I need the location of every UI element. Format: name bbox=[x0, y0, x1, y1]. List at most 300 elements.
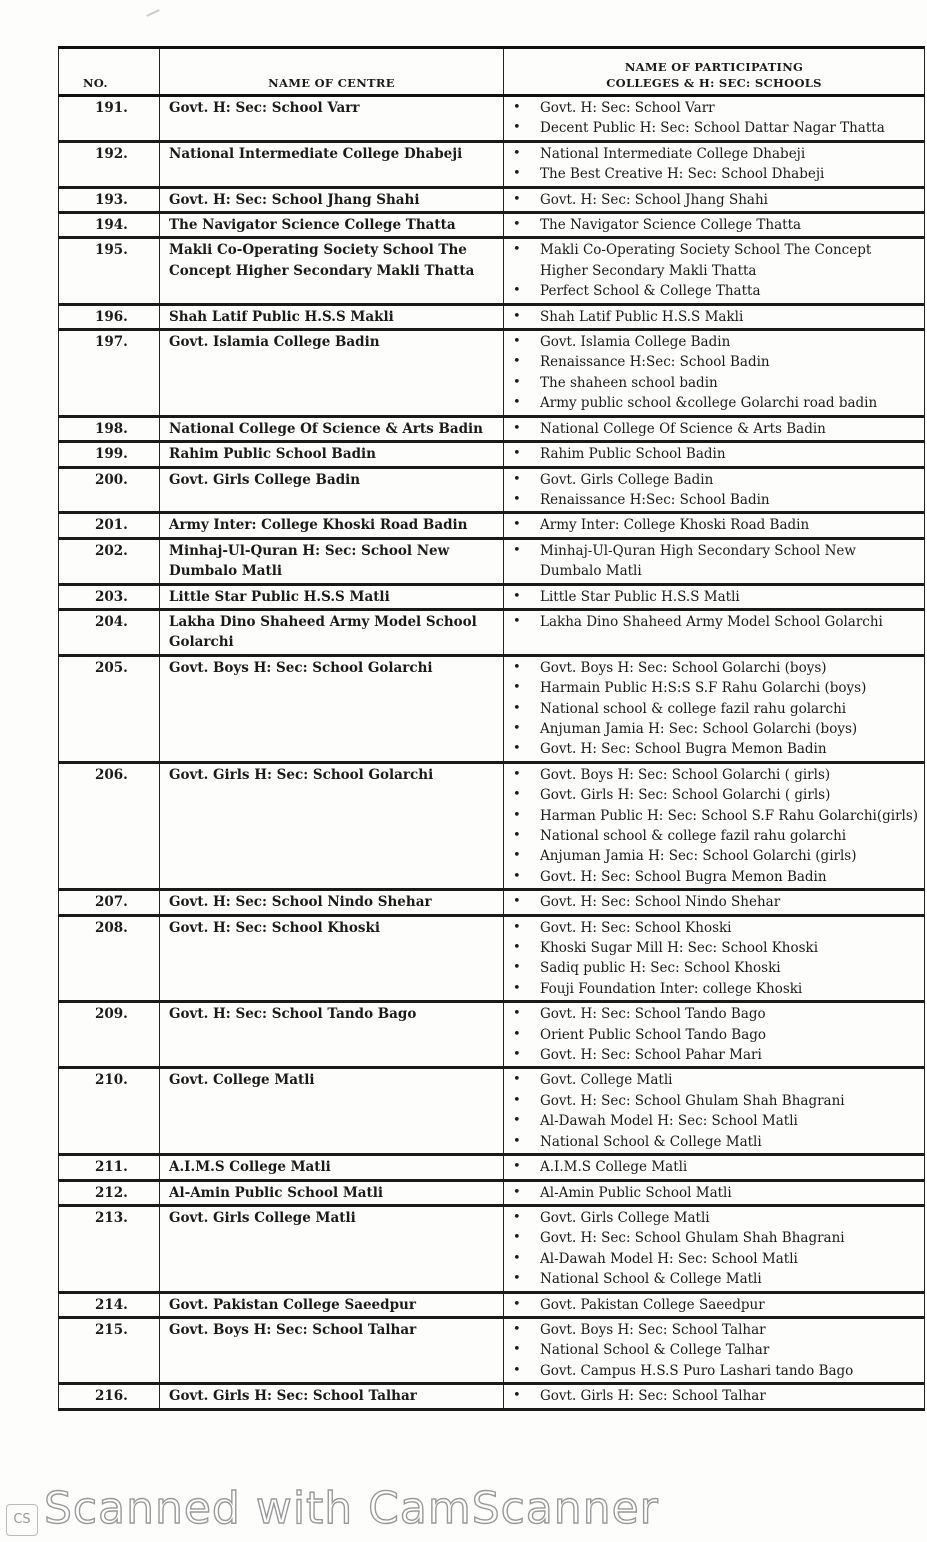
header-sno: NO. bbox=[59, 48, 160, 96]
college-list bbox=[510, 541, 920, 582]
list-item bbox=[510, 739, 920, 759]
table-row bbox=[59, 609, 925, 655]
bullet-icon: • bbox=[513, 1072, 521, 1088]
bullet-icon: • bbox=[513, 542, 521, 558]
college-list bbox=[510, 98, 920, 139]
table-row bbox=[59, 467, 925, 513]
row-colleges bbox=[504, 96, 925, 142]
bullet-icon: • bbox=[513, 741, 521, 757]
college-list bbox=[510, 1004, 920, 1065]
college-list bbox=[510, 515, 920, 535]
college-list bbox=[510, 1070, 920, 1152]
bullet-icon: • bbox=[513, 1026, 521, 1042]
college-name: The shaheen school badin bbox=[540, 374, 718, 391]
row-sno: 195. bbox=[59, 238, 160, 304]
college-list bbox=[510, 1157, 920, 1177]
row-sno: 191. bbox=[59, 96, 160, 142]
list-item bbox=[510, 281, 920, 301]
bullet-icon: • bbox=[513, 446, 521, 462]
college-name: Renaissance H:Sec: School Badin bbox=[540, 354, 770, 371]
college-list bbox=[510, 144, 920, 185]
table-row bbox=[59, 513, 925, 538]
list-item bbox=[510, 918, 920, 938]
bullet-icon: • bbox=[513, 828, 521, 843]
bullet-icon: • bbox=[513, 787, 521, 803]
bullet-icon: • bbox=[513, 1296, 521, 1312]
row-colleges bbox=[504, 304, 925, 329]
row-colleges bbox=[504, 442, 925, 467]
college-name: National school & college fazil rahu golarchi bbox=[540, 828, 847, 844]
bullet-icon: • bbox=[513, 517, 521, 533]
row-centre-name: National College Of Science & Arts Badin bbox=[160, 416, 504, 441]
table-row bbox=[59, 1384, 925, 1409]
college-name: Little Star Public H.S.S Matli bbox=[540, 588, 740, 605]
list-item bbox=[510, 1157, 920, 1177]
row-centre-name: Govt. H: Sec: School Khoski bbox=[160, 915, 504, 1002]
row-sno: 209. bbox=[59, 1002, 160, 1068]
bullet-icon: • bbox=[513, 100, 521, 115]
row-sno: 211. bbox=[59, 1155, 160, 1180]
list-item bbox=[510, 1249, 920, 1269]
row-colleges bbox=[504, 1002, 925, 1068]
college-name: Govt. H: Sec: School Ghulam Shah Bhagrani bbox=[540, 1230, 845, 1247]
bullet-icon: • bbox=[513, 807, 521, 823]
college-list bbox=[510, 215, 920, 235]
college-name: Renaissance H:Sec: School Badin bbox=[540, 491, 770, 508]
bullet-icon: • bbox=[513, 868, 521, 884]
row-colleges bbox=[504, 513, 925, 538]
row-centre-name: Minhaj-Ul-Quran H: Sec: School New Dumbalo Matli bbox=[160, 538, 504, 584]
list-item bbox=[510, 1183, 920, 1203]
row-sno: 204. bbox=[59, 609, 160, 655]
row-centre-name: Little Star Public H.S.S Matli bbox=[160, 584, 504, 609]
college-name: Govt. H: Sec: School Jhang Shahi bbox=[540, 191, 768, 208]
row-sno: 192. bbox=[59, 141, 160, 187]
college-name: Makli Co-Operating Society School The Concept Higher Secondary Makli Thatta bbox=[540, 242, 872, 279]
row-sno: 210. bbox=[59, 1068, 160, 1155]
bullet-icon: • bbox=[513, 720, 521, 736]
bullet-icon: • bbox=[513, 166, 521, 182]
row-colleges bbox=[504, 890, 925, 915]
college-list bbox=[510, 419, 920, 439]
bullet-icon: • bbox=[513, 1230, 521, 1246]
college-name: Rahim Public School Badin bbox=[540, 446, 726, 463]
list-item bbox=[510, 393, 920, 413]
row-sno: 212. bbox=[59, 1180, 160, 1205]
list-item bbox=[510, 332, 920, 352]
bullet-icon: • bbox=[513, 1047, 521, 1063]
table-row bbox=[59, 1180, 925, 1205]
list-item bbox=[510, 719, 920, 739]
row-colleges bbox=[504, 416, 925, 441]
college-name: Govt. Islamia College Badin bbox=[540, 334, 731, 351]
table-row bbox=[59, 141, 925, 187]
bullet-icon: • bbox=[513, 700, 521, 716]
table-header-row bbox=[59, 48, 925, 96]
row-sno: 205. bbox=[59, 655, 160, 762]
row-colleges bbox=[504, 538, 925, 584]
table-body bbox=[59, 96, 925, 1410]
college-list bbox=[510, 918, 920, 1000]
table-row bbox=[59, 1292, 925, 1317]
camscanner-logo: CS bbox=[6, 1504, 38, 1536]
row-centre-name: Govt. H: Sec: School Varr bbox=[160, 96, 504, 142]
row-centre-name: Army Inter: College Khoski Road Badin bbox=[160, 513, 504, 538]
bullet-icon: • bbox=[513, 217, 521, 233]
list-item bbox=[510, 1386, 920, 1406]
table-row bbox=[59, 1002, 925, 1068]
bullet-icon: • bbox=[513, 1092, 521, 1108]
row-sno: 203. bbox=[59, 584, 160, 609]
list-item bbox=[510, 678, 920, 698]
row-colleges bbox=[504, 1292, 925, 1317]
college-name: Harman Public H: Sec: School S.F Rahu Golarchi(girls) bbox=[540, 807, 919, 824]
row-colleges bbox=[504, 1180, 925, 1205]
bullet-icon: • bbox=[513, 1321, 521, 1337]
row-centre-name: Govt. Islamia College Badin bbox=[160, 330, 504, 417]
row-colleges bbox=[504, 655, 925, 762]
list-item bbox=[510, 1004, 920, 1024]
exam-centres-table bbox=[58, 46, 925, 1411]
row-centre-name: Shah Latif Public H.S.S Makli bbox=[160, 304, 504, 329]
table-row bbox=[59, 915, 925, 1002]
college-name: National School & College Talhar bbox=[540, 1342, 770, 1359]
bullet-icon: • bbox=[513, 1184, 521, 1200]
table-row bbox=[59, 1155, 925, 1180]
table-row bbox=[59, 416, 925, 441]
college-name: Decent Public H: Sec: School Dattar Nagar Thatta bbox=[540, 120, 885, 137]
list-item bbox=[510, 307, 920, 327]
college-name: Army Inter: College Khoski Road Badin bbox=[540, 517, 810, 534]
college-name: Govt. H: Sec: School Nindo Shehar bbox=[540, 894, 781, 911]
list-item bbox=[510, 1361, 920, 1381]
college-list bbox=[510, 1295, 920, 1315]
bullet-icon: • bbox=[513, 1271, 521, 1287]
college-list bbox=[510, 1386, 920, 1406]
list-item bbox=[510, 419, 920, 439]
list-item bbox=[510, 1025, 920, 1045]
bullet-icon: • bbox=[513, 1362, 521, 1378]
college-name: National College Of Science & Arts Badin bbox=[540, 420, 826, 437]
list-item bbox=[510, 118, 920, 138]
list-item bbox=[510, 1091, 920, 1111]
header-centre: NAME OF CENTRE bbox=[160, 48, 504, 96]
list-item bbox=[510, 515, 920, 535]
list-item bbox=[510, 98, 920, 118]
college-list bbox=[510, 765, 920, 887]
row-sno: 197. bbox=[59, 330, 160, 417]
row-colleges bbox=[504, 609, 925, 655]
list-item bbox=[510, 1208, 920, 1228]
row-colleges bbox=[504, 330, 925, 417]
bullet-icon: • bbox=[513, 894, 521, 910]
college-name: Minhaj-Ul-Quran High Secondary School New Dumbalo Matli bbox=[540, 542, 856, 580]
college-name: Al-Dawah Model H: Sec: School Matli bbox=[540, 1250, 798, 1267]
row-centre-name: Al-Amin Public School Matli bbox=[160, 1180, 504, 1205]
college-name: Lakha Dino Shaheed Army Model School Golarchi bbox=[540, 613, 883, 630]
row-sno: 208. bbox=[59, 915, 160, 1002]
list-item bbox=[510, 164, 920, 184]
list-item bbox=[510, 352, 920, 372]
row-sno: 213. bbox=[59, 1205, 160, 1292]
list-item bbox=[510, 806, 920, 826]
college-name: Govt. H: Sec: School Bugra Memon Badin bbox=[540, 868, 827, 885]
row-centre-name: Govt. H: Sec: School Nindo Shehar bbox=[160, 890, 504, 915]
row-sno: 215. bbox=[59, 1317, 160, 1383]
college-name: Al-Dawah Model H: Sec: School Matli bbox=[540, 1113, 798, 1130]
bullet-icon: • bbox=[513, 374, 521, 390]
college-name: Harmain Public H:S:S S.F Rahu Golarchi (boys) bbox=[540, 680, 867, 697]
college-list bbox=[510, 190, 920, 210]
row-centre-name: Govt. Girls H: Sec: School Talhar bbox=[160, 1384, 504, 1409]
row-colleges bbox=[504, 213, 925, 238]
row-sno: 196. bbox=[59, 304, 160, 329]
list-item bbox=[510, 1111, 920, 1131]
row-centre-name: Makli Co-Operating Society School The Concept Higher Secondary Makli Thatta bbox=[160, 238, 504, 304]
row-centre-name: Govt. Girls College Badin bbox=[160, 467, 504, 513]
college-name: Govt. College Matli bbox=[540, 1072, 673, 1089]
row-colleges bbox=[504, 1317, 925, 1383]
college-list bbox=[510, 470, 920, 511]
row-centre-name: National Intermediate College Dhabeji bbox=[160, 141, 504, 187]
row-colleges bbox=[504, 762, 925, 889]
table-row bbox=[59, 1068, 925, 1155]
row-centre-name: Govt. H: Sec: School Jhang Shahi bbox=[160, 187, 504, 212]
scan-speck bbox=[146, 9, 160, 17]
college-name: National School & College Matli bbox=[540, 1133, 762, 1150]
list-item bbox=[510, 765, 920, 785]
header-colleges-line2: COLLEGES & H: SEC: SCHOOLS bbox=[606, 76, 822, 90]
row-centre-name: Govt. College Matli bbox=[160, 1068, 504, 1155]
bullet-icon: • bbox=[513, 848, 521, 864]
bullet-icon: • bbox=[513, 191, 521, 207]
college-list bbox=[510, 444, 920, 464]
college-name: Govt. H: Sec: School Ghulam Shah Bhagrani bbox=[540, 1092, 845, 1109]
college-name: The Best Creative H: Sec: School Dhabeji bbox=[540, 166, 825, 183]
row-sno: 216. bbox=[59, 1384, 160, 1409]
row-colleges bbox=[504, 915, 925, 1002]
table-row bbox=[59, 762, 925, 889]
list-item bbox=[510, 826, 920, 846]
table-row bbox=[59, 213, 925, 238]
row-centre-name: Rahim Public School Badin bbox=[160, 442, 504, 467]
table-row bbox=[59, 304, 925, 329]
row-centre-name: Govt. Pakistan College Saeedpur bbox=[160, 1292, 504, 1317]
row-sno: 214. bbox=[59, 1292, 160, 1317]
row-centre-name: Govt. Boys H: Sec: School Golarchi bbox=[160, 655, 504, 762]
row-sno: 207. bbox=[59, 890, 160, 915]
college-name: Govt. Pakistan College Saeedpur bbox=[540, 1296, 765, 1313]
row-centre-name: The Navigator Science College Thatta bbox=[160, 213, 504, 238]
list-item bbox=[510, 892, 920, 912]
bullet-icon: • bbox=[513, 960, 521, 976]
row-colleges bbox=[504, 1205, 925, 1292]
list-item bbox=[510, 1045, 920, 1065]
list-item bbox=[510, 867, 920, 887]
row-centre-name: Govt. Girls H: Sec: School Golarchi bbox=[160, 762, 504, 889]
list-item bbox=[510, 190, 920, 210]
row-centre-name: A.I.M.S College Matli bbox=[160, 1155, 504, 1180]
table-row bbox=[59, 584, 925, 609]
list-item bbox=[510, 785, 920, 805]
college-name: National school & college fazil rahu golarchi bbox=[540, 700, 847, 717]
college-name: Govt. Girls H: Sec: School Golarchi ( girls) bbox=[540, 787, 831, 804]
list-item bbox=[510, 958, 920, 978]
college-name: National Intermediate College Dhabeji bbox=[540, 145, 806, 162]
bullet-icon: • bbox=[513, 283, 521, 299]
bullet-icon: • bbox=[513, 1133, 521, 1149]
list-item bbox=[510, 541, 920, 582]
list-item bbox=[510, 1070, 920, 1090]
bullet-icon: • bbox=[513, 1006, 521, 1022]
list-item bbox=[510, 490, 920, 510]
bullet-icon: • bbox=[513, 1113, 521, 1129]
bullet-icon: • bbox=[513, 680, 521, 696]
college-name: Govt. Boys H: Sec: School Talhar bbox=[540, 1321, 766, 1338]
list-item bbox=[510, 938, 920, 958]
table-row bbox=[59, 442, 925, 467]
row-sno: 206. bbox=[59, 762, 160, 889]
bullet-icon: • bbox=[513, 145, 521, 161]
college-name: Govt. Girls H: Sec: School Talhar bbox=[540, 1388, 766, 1405]
bullet-icon: • bbox=[513, 1250, 521, 1266]
college-name: A.I.M.S College Matli bbox=[540, 1159, 688, 1176]
bullet-icon: • bbox=[513, 420, 521, 436]
row-colleges bbox=[504, 1068, 925, 1155]
college-name: Govt. H: Sec: School Tando Bago bbox=[540, 1006, 766, 1023]
row-colleges bbox=[504, 187, 925, 212]
bullet-icon: • bbox=[513, 613, 521, 629]
bullet-icon: • bbox=[513, 471, 521, 487]
table-row bbox=[59, 538, 925, 584]
row-sno: 198. bbox=[59, 416, 160, 441]
row-sno: 200. bbox=[59, 467, 160, 513]
list-item bbox=[510, 144, 920, 164]
college-list bbox=[510, 587, 920, 607]
college-list bbox=[510, 658, 920, 760]
college-name: Govt. Girls College Badin bbox=[540, 471, 714, 488]
bullet-icon: • bbox=[513, 395, 521, 411]
list-item bbox=[510, 587, 920, 607]
row-sno: 199. bbox=[59, 442, 160, 467]
row-sno: 202. bbox=[59, 538, 160, 584]
college-list bbox=[510, 612, 920, 632]
college-name: Fouji Foundation Inter: college Khoski bbox=[540, 980, 803, 997]
list-item bbox=[510, 1320, 920, 1340]
bullet-icon: • bbox=[513, 588, 521, 604]
college-name: Govt. Girls College Matli bbox=[540, 1209, 710, 1226]
list-item bbox=[510, 373, 920, 393]
bullet-icon: • bbox=[513, 354, 521, 370]
bullet-icon: • bbox=[513, 334, 521, 350]
list-item bbox=[510, 215, 920, 235]
list-item bbox=[510, 240, 920, 281]
college-list bbox=[510, 240, 920, 301]
college-name: Govt. H: Sec: School Pahar Mari bbox=[540, 1047, 762, 1064]
row-colleges bbox=[504, 467, 925, 513]
row-colleges bbox=[504, 1155, 925, 1180]
table-row bbox=[59, 890, 925, 915]
college-name: Al-Amin Public School Matli bbox=[540, 1184, 732, 1201]
table-row bbox=[59, 96, 925, 142]
list-item bbox=[510, 470, 920, 490]
college-name: Govt. Boys H: Sec: School Golarchi (boys) bbox=[540, 659, 827, 676]
college-name: Govt. Boys H: Sec: School Golarchi ( girls) bbox=[540, 766, 831, 783]
college-name: Shah Latif Public H.S.S Makli bbox=[540, 308, 744, 325]
list-item bbox=[510, 1132, 920, 1152]
college-list bbox=[510, 332, 920, 414]
bullet-icon: • bbox=[513, 766, 521, 782]
header-colleges bbox=[504, 48, 925, 96]
college-name: Anjuman Jamia H: Sec: School Golarchi (girls) bbox=[540, 848, 857, 865]
bullet-icon: • bbox=[513, 919, 521, 935]
row-sno: 194. bbox=[59, 213, 160, 238]
college-name: Anjuman Jamia H: Sec: School Golarchi (boys) bbox=[540, 720, 858, 737]
list-item bbox=[510, 658, 920, 678]
college-name: The Navigator Science College Thatta bbox=[540, 217, 802, 234]
college-name: Perfect School & College Thatta bbox=[540, 283, 761, 300]
row-centre-name: Govt. H: Sec: School Tando Bago bbox=[160, 1002, 504, 1068]
bullet-icon: • bbox=[513, 940, 521, 956]
table-row bbox=[59, 238, 925, 304]
row-sno: 201. bbox=[59, 513, 160, 538]
bullet-icon: • bbox=[513, 120, 521, 136]
list-item bbox=[510, 699, 920, 719]
list-item bbox=[510, 1269, 920, 1289]
bullet-icon: • bbox=[513, 1209, 521, 1225]
row-sno: 193. bbox=[59, 187, 160, 212]
table-row bbox=[59, 655, 925, 762]
college-name: Govt. H: Sec: School Bugra Memon Badin bbox=[540, 741, 827, 758]
list-item bbox=[510, 846, 920, 866]
bullet-icon: • bbox=[513, 1388, 521, 1404]
college-name: Govt. H: Sec: School Khoski bbox=[540, 919, 732, 936]
row-colleges bbox=[504, 584, 925, 609]
bullet-icon: • bbox=[513, 491, 521, 507]
college-name: Khoski Sugar Mill H: Sec: School Khoski bbox=[540, 940, 819, 957]
college-list bbox=[510, 1208, 920, 1290]
college-name: Orient Public School Tando Bago bbox=[540, 1026, 767, 1043]
college-list bbox=[510, 1320, 920, 1381]
college-list bbox=[510, 892, 920, 912]
college-list bbox=[510, 307, 920, 327]
college-list bbox=[510, 1183, 920, 1203]
list-item bbox=[510, 444, 920, 464]
row-colleges bbox=[504, 141, 925, 187]
list-item bbox=[510, 1340, 920, 1360]
list-item bbox=[510, 612, 920, 632]
row-colleges bbox=[504, 238, 925, 304]
college-name: Govt. H: Sec: School Varr bbox=[540, 100, 715, 116]
header-colleges-line1: NAME OF PARTICIPATING bbox=[624, 60, 804, 74]
bullet-icon: • bbox=[513, 980, 521, 996]
scanner-watermark: Scanned with CamScanner bbox=[44, 1483, 659, 1534]
row-centre-name: Govt. Boys H: Sec: School Talhar bbox=[160, 1317, 504, 1383]
bullet-icon: • bbox=[513, 308, 521, 324]
list-item bbox=[510, 1295, 920, 1315]
bullet-icon: • bbox=[513, 1159, 521, 1175]
college-name: Sadiq public H: Sec: School Khoski bbox=[540, 960, 781, 977]
college-name: Govt. Campus H.S.S Puro Lashari tando Bago bbox=[540, 1362, 854, 1379]
row-centre-name: Lakha Dino Shaheed Army Model School Golarchi bbox=[160, 609, 504, 655]
bullet-icon: • bbox=[513, 1342, 521, 1358]
bullet-icon: • bbox=[513, 659, 521, 675]
table-row bbox=[59, 1205, 925, 1292]
row-colleges bbox=[504, 1384, 925, 1409]
table-row bbox=[59, 330, 925, 417]
bullet-icon: • bbox=[513, 242, 521, 258]
college-name: National School & College Matli bbox=[540, 1271, 762, 1288]
